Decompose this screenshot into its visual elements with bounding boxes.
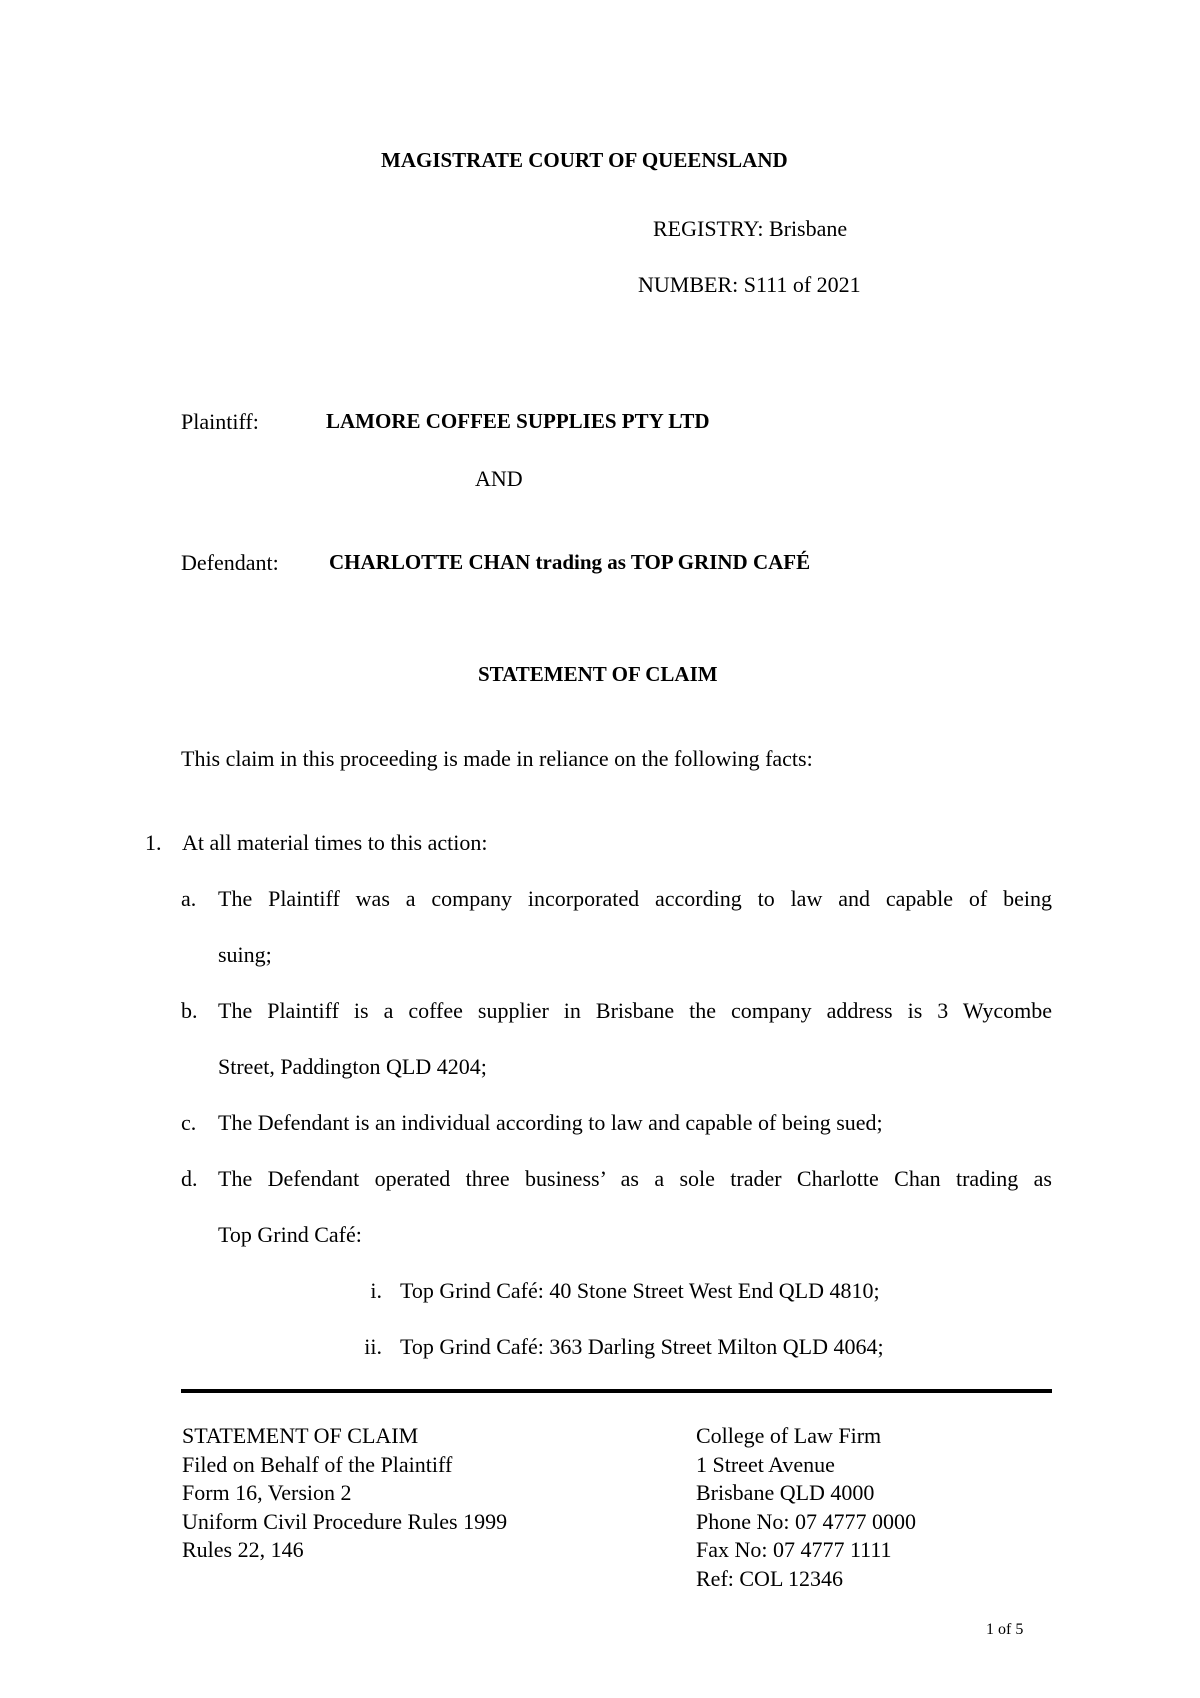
subitem-label-a: a. bbox=[181, 886, 197, 911]
footer-left-block bbox=[182, 1422, 507, 1565]
item-number: 1. bbox=[145, 830, 162, 855]
firm-fax: Fax No: 07 4777 1111 bbox=[696, 1537, 892, 1562]
firm-city: Brisbane QLD 4000 bbox=[696, 1480, 875, 1505]
case-number: NUMBER: S111 of 2021 bbox=[638, 272, 861, 297]
footer-left-line: STATEMENT OF CLAIM bbox=[182, 1423, 419, 1448]
subitem-d-line1: The Defendant operated three business’ as a sole trader Charlotte Chan trading as bbox=[218, 1166, 1052, 1191]
subitem-d-line2: Top Grind Café: bbox=[218, 1222, 362, 1247]
firm-phone: Phone No: 07 4777 0000 bbox=[696, 1508, 916, 1534]
subitem-b-line2: Street, Paddington QLD 4204; bbox=[218, 1054, 487, 1079]
subitem-label-b: b. bbox=[181, 998, 198, 1023]
document-title: STATEMENT OF CLAIM bbox=[478, 662, 718, 686]
and-separator: AND bbox=[475, 466, 523, 491]
footer-left-line: Rules 22, 146 bbox=[182, 1537, 304, 1562]
roman-label-i: i. bbox=[370, 1278, 382, 1303]
subitem-a-line1: The Plaintiff was a company incorporated according to law and capable of being bbox=[218, 886, 1052, 911]
page-number: 1 of 5 bbox=[986, 1621, 1024, 1638]
subitem-b-line1: The Plaintiff is a coffee supplier in Brisbane the company address is 3 Wycombe bbox=[218, 998, 1052, 1023]
subitem-c-line1: The Defendant is an individual according to law and capable of being sued; bbox=[218, 1110, 883, 1135]
firm-street: 1 Street Avenue bbox=[696, 1451, 835, 1477]
defendant-label: Defendant: bbox=[181, 550, 279, 575]
footer-left-line: Filed on Behalf of the Plaintiff bbox=[182, 1451, 453, 1477]
subitem-label-d: d. bbox=[181, 1166, 198, 1191]
court-heading: MAGISTRATE COURT OF QUEENSLAND bbox=[381, 148, 788, 172]
registry-line: REGISTRY: Brisbane bbox=[653, 216, 848, 241]
footer-divider bbox=[181, 1389, 1052, 1393]
address-item: Top Grind Café: 363 Darling Street Milton QLD 4064; bbox=[400, 1334, 884, 1359]
firm-name: College of Law Firm bbox=[696, 1423, 882, 1448]
plaintiff-name: LAMORE COFFEE SUPPLIES PTY LTD bbox=[326, 409, 710, 433]
roman-label-ii: ii. bbox=[364, 1334, 382, 1359]
footer-left-line: Uniform Civil Procedure Rules 1999 bbox=[182, 1508, 508, 1534]
item-text: At all material times to this action: bbox=[182, 830, 488, 855]
firm-reference: Ref: COL 12346 bbox=[696, 1565, 844, 1591]
subitem-label-c: c. bbox=[181, 1110, 197, 1135]
intro-paragraph: This claim in this proceeding is made in reliance on the following facts: bbox=[181, 746, 813, 771]
address-item: Top Grind Café: 40 Stone Street West End QLD 4810; bbox=[400, 1278, 880, 1303]
defendant-name: CHARLOTTE CHAN trading as TOP GRIND CAFÉ bbox=[329, 550, 811, 574]
subitem-a-line2: suing; bbox=[218, 942, 272, 967]
footer-right-block bbox=[696, 1422, 916, 1593]
plaintiff-label: Plaintiff: bbox=[181, 409, 259, 434]
footer-left-line: Form 16, Version 2 bbox=[182, 1480, 352, 1505]
